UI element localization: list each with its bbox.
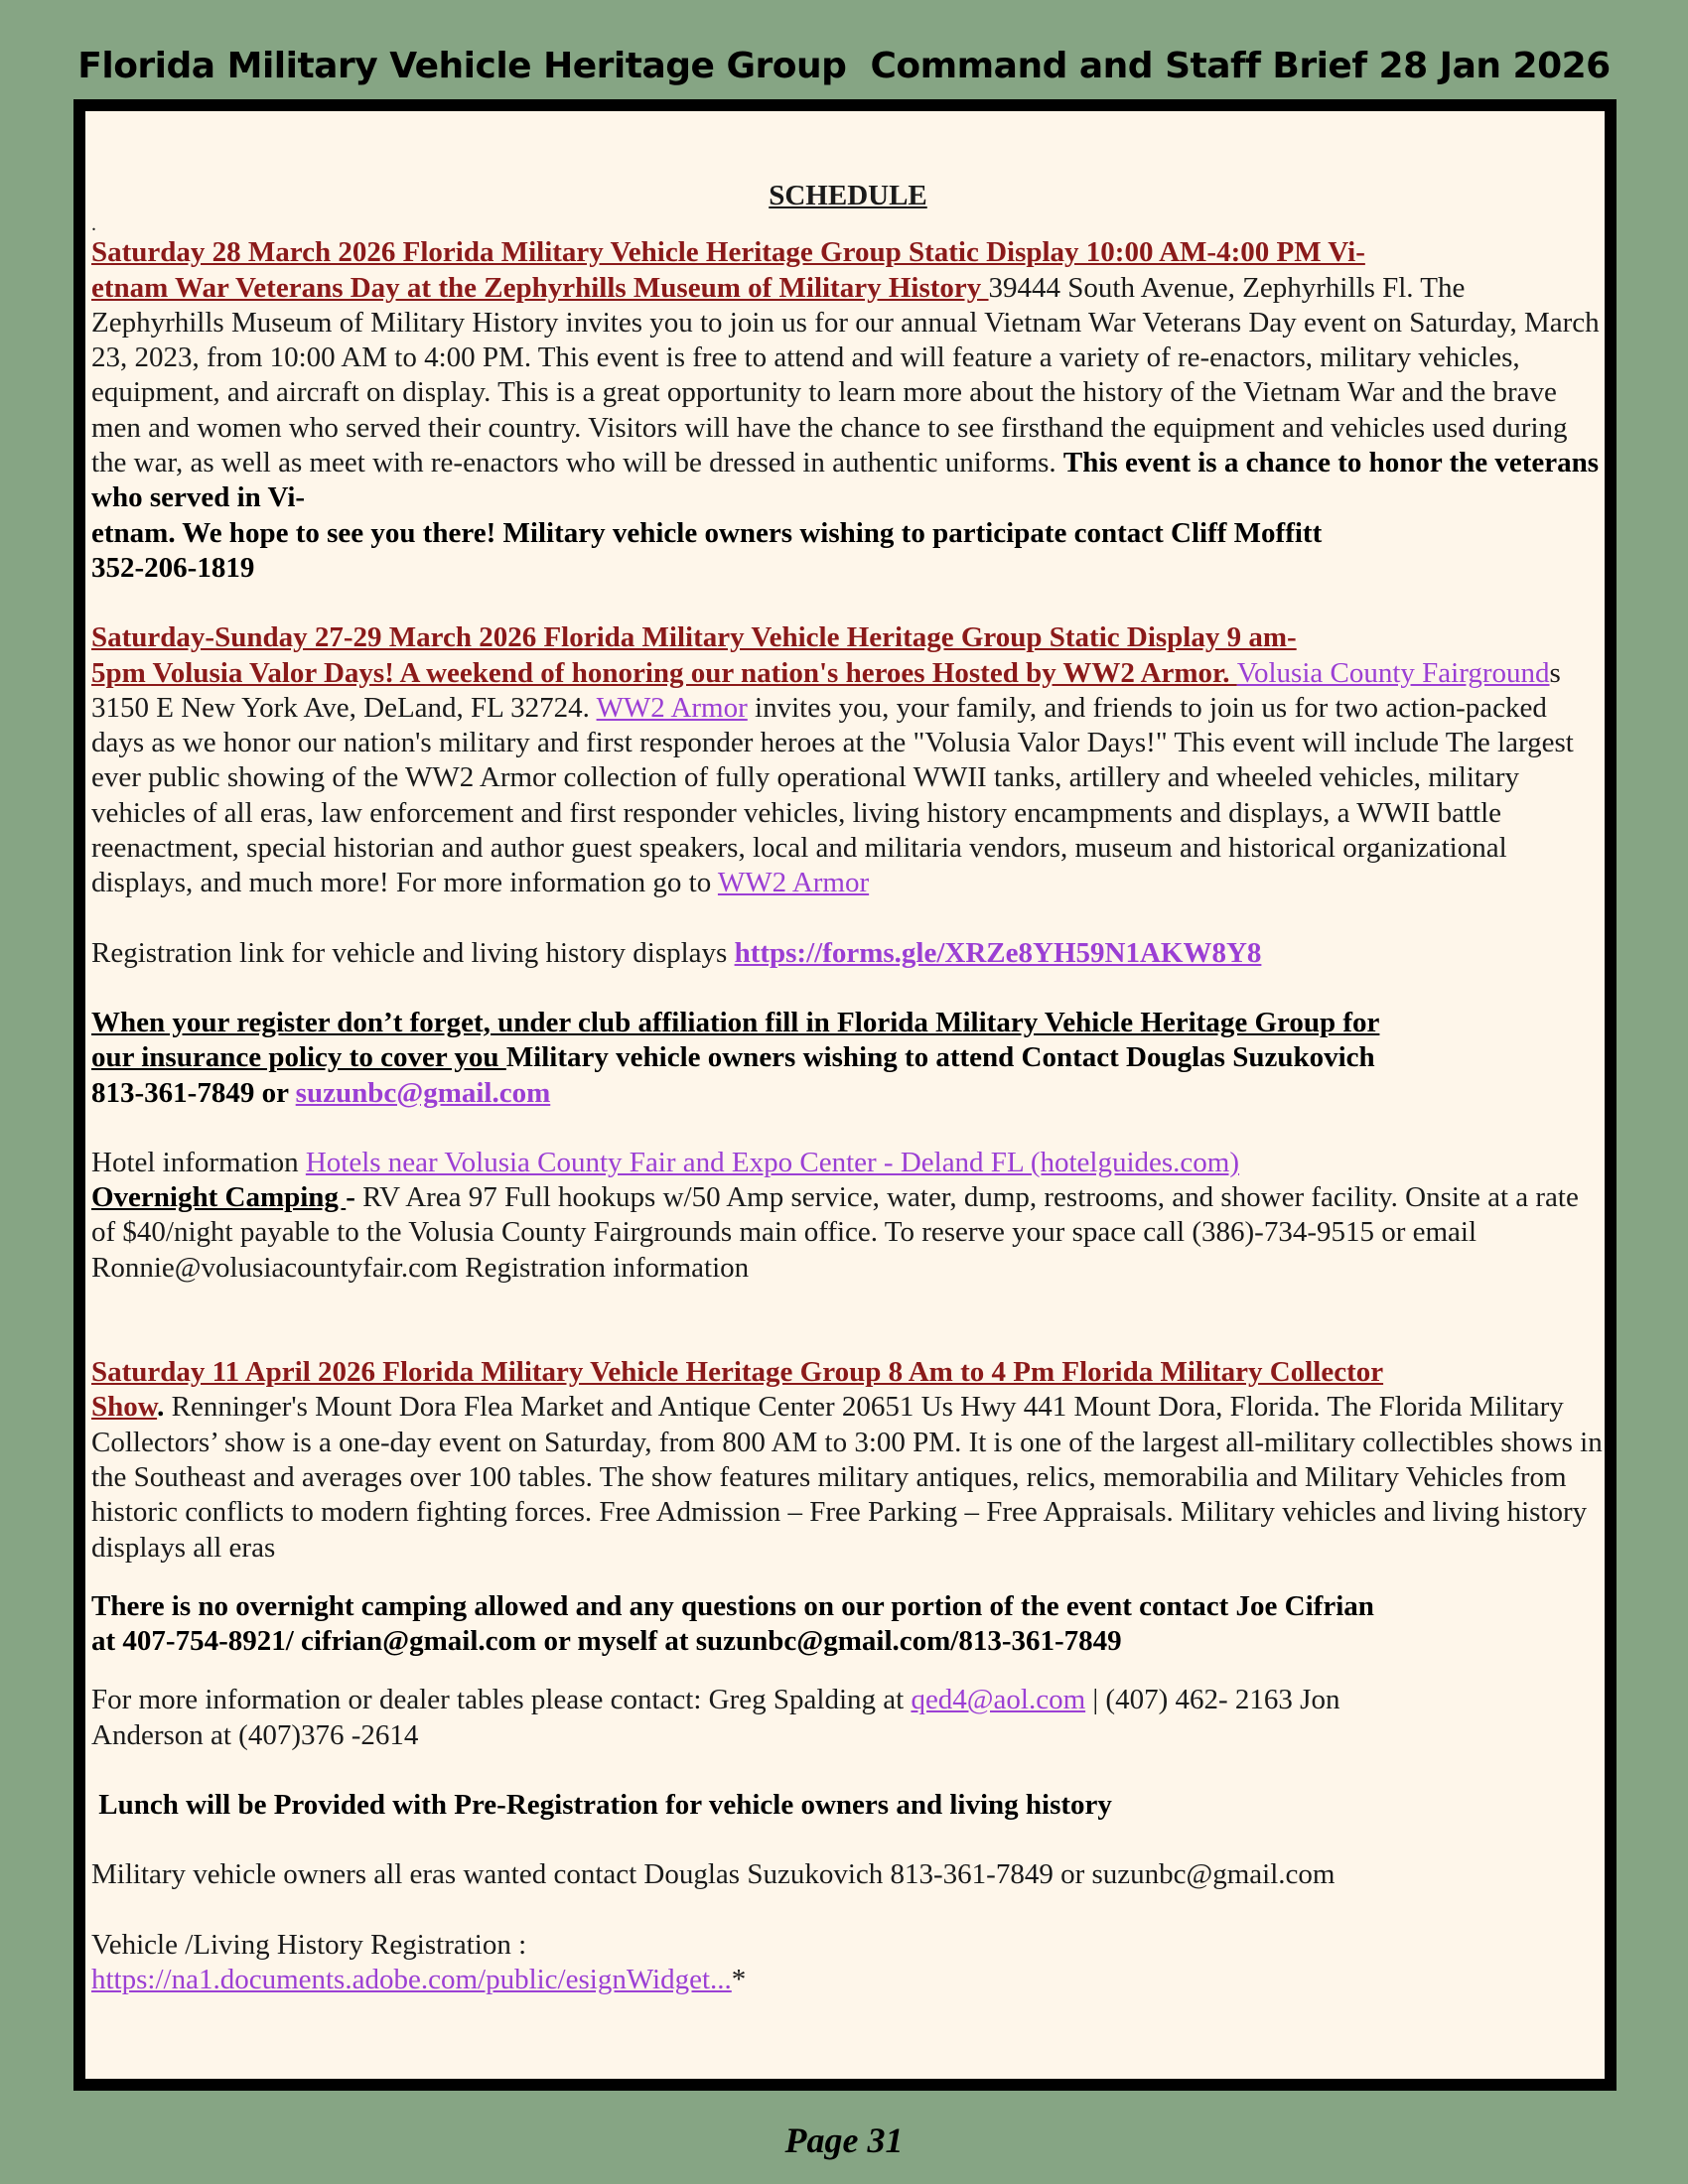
event-1-description: 39444 South Avenue, Zephyrhills Fl. The Zephyrhills Museum of Military History invites you to join us for our annual Vietnam War Veterans Day event on Saturday, March 23, 2023, from 10:00 AM to 4:00 PM. This event is free to attend and will feature a variety of re-enactors, military vehicles, equipment, and aircraft on display. This is a great opportunity to learn more about the history of the Vietnam War and the brave men and women who served their country. Visitors will have the chance to see firsthand the equipment and vehicles used during the war, as well as meet with re-enactors who will be dressed in authentic uniforms. bbox=[91, 271, 1600, 479]
spacer bbox=[91, 1286, 1605, 1355]
camping-dash: - bbox=[346, 1181, 355, 1214]
adobe-esign-link[interactable]: https://na1.documents.adobe.com/public/esignWidget... bbox=[91, 1963, 732, 1995]
vehicle-registration-asterisk: * bbox=[731, 1963, 747, 1995]
spacer bbox=[91, 1566, 1605, 1589]
brief-header-title: Florida Military Vehicle Heritage Group Command and Staff Brief 28 Jan 2026 bbox=[77, 46, 1611, 86]
club-affiliation-note bbox=[91, 1006, 1605, 1111]
dealer-info bbox=[91, 1683, 1605, 1753]
ww2-armor-link[interactable]: WW2 Armor bbox=[596, 691, 748, 724]
event-1-bold-line-1: This event is a chance to honor the veterans who served in Vi- bbox=[91, 447, 1600, 514]
event-1-heading-line-2: etnam War Veterans Day at the Zephyrhills Museum of Military History bbox=[91, 271, 989, 304]
no-camping-line-2: at 407-754-8921/ cifrian@gmail.com or myself at suzunbc@gmail.com/813-361-7849 bbox=[91, 1625, 1122, 1658]
event-1-bold-line-2: etnam. We hope to see you there! Military vehicle owners wishing to participate contact Cliff Moffitt bbox=[91, 516, 1323, 549]
page-number: Page 31 bbox=[784, 2120, 904, 2160]
event-1-contact-phone: 352-206-1819 bbox=[91, 551, 255, 584]
registration-form-link[interactable]: https://forms.gle/XRZe8YH59N1AKW8Y8 bbox=[734, 936, 1262, 969]
spacer bbox=[91, 586, 1605, 620]
club-note-line-2: our insurance policy to cover you bbox=[91, 1041, 506, 1074]
event-3-block bbox=[91, 1355, 1605, 1566]
event-2-description: invites you, your family, and friends to join us for two action-packed days as we honor our nation's military and first responder heroes at the "Volusia Valor Days!" This event will include The largest ever public showing of the WW2 Armor collection of fully operational WWII tanks, artillery and wheeled vehicles, military vehicles of all eras, law enforcement and first responder vehicles, living history encampments and displays, a WWII battle reenactment, special historian and author guest speakers, local and militaria vendors, museum and historical organizational displays, and much more! For more information go to bbox=[91, 691, 1574, 899]
event-2-heading-line-1: Saturday-Sunday 27-29 March 2026 Florida Military Vehicle Heritage Group Static Display 9 am- bbox=[91, 621, 1297, 654]
spacer bbox=[91, 1823, 1605, 1857]
event-2-address: s 3150 E New York Ave, DeLand, FL 32724. bbox=[91, 656, 1561, 724]
event-2-heading-line-2: 5pm Volusia Valor Days! A weekend of honoring our nation's heroes Hosted by WW2 Armor. bbox=[91, 656, 1237, 689]
event-2-block bbox=[91, 620, 1605, 900]
spacer bbox=[91, 901, 1605, 936]
spacer bbox=[91, 1659, 1605, 1683]
schedule-content bbox=[91, 179, 1605, 1997]
registration-label: Registration link for vehicle and living history displays bbox=[91, 936, 735, 969]
qed4-email-link[interactable]: qed4@aol.com bbox=[911, 1684, 1086, 1716]
club-note-phone: 813-361-7849 or bbox=[91, 1076, 296, 1109]
club-note-line-1: When your register don’t forget, under club affiliation fill in Florida Military Vehicle Heritage Group for bbox=[91, 1006, 1380, 1038]
event-3-description: Renninger's Mount Dora Flea Market and Antique Center 20651 Us Hwy 441 Mount Dora, Florida. The Florida Military Collectors’ show is a one-day event on Saturday, from 800 AM to 3:00 PM. It is one of the largest all-military collectibles shows in the Southeast and averages over 100 tables. The show features military antiques, relics, memorabilia and Military Vehicles from historic conflicts to modern fighting forces. Free Admission – Free Parking – Free Appraisals. Military vehicles and living history displays all eras bbox=[91, 1391, 1603, 1564]
event-3-heading-period: . bbox=[157, 1391, 165, 1424]
hotel-guides-link[interactable]: Hotels near Volusia County Fair and Expo Center - Deland FL (hotelguides.com) bbox=[305, 1146, 1240, 1178]
hotel-line bbox=[91, 1146, 1605, 1180]
event-1-heading-line-1: Saturday 28 March 2026 Florida Military Vehicle Heritage Group Static Display 10:00 AM-4:00 PM Vi- bbox=[91, 236, 1365, 269]
lunch-notice: Lunch will be Provided with Pre-Registration for vehicle owners and living history bbox=[91, 1788, 1112, 1821]
hotel-label: Hotel information bbox=[91, 1146, 306, 1178]
club-note-contact: Military vehicle owners wishing to attend Contact Douglas Suzukovich bbox=[505, 1041, 1375, 1074]
event-3-heading-line-1: Saturday 11 April 2026 Florida Military Vehicle Heritage Group 8 Am to 4 Pm Florida Military Collector bbox=[91, 1356, 1384, 1389]
spacer bbox=[91, 971, 1605, 1006]
volusia-fairground-link[interactable]: Volusia County Fairground bbox=[1236, 656, 1550, 689]
dealer-info-line-2: Anderson at (407)376 -2614 bbox=[91, 1718, 419, 1751]
no-camping-line-1: There is no overnight camping allowed and any questions on our portion of the event contact Joe Cifrian bbox=[91, 1589, 1374, 1622]
dealer-info-text: For more information or dealer tables please contact: Greg Spalding at bbox=[91, 1684, 912, 1716]
vehicle-registration bbox=[91, 1928, 1605, 1998]
ww2-armor-link-2[interactable]: WW2 Armor bbox=[717, 867, 870, 899]
camping-block bbox=[91, 1180, 1605, 1286]
schedule-title: SCHEDULE bbox=[769, 180, 927, 211]
owners-wanted: Military vehicle owners all eras wanted contact Douglas Suzukovich 813-361-7849 or suzunbc@gmail.com bbox=[91, 1858, 1336, 1891]
no-camping-notice bbox=[91, 1589, 1605, 1660]
spacer bbox=[91, 1893, 1605, 1928]
spacer bbox=[91, 1111, 1605, 1146]
vehicle-registration-label: Vehicle /Living History Registration : bbox=[91, 1928, 527, 1961]
camping-description: RV Area 97 Full hookups w/50 Amp service, water, dump, restrooms, and shower facility. Onsite at a rate of $40/night payable to the Volusia County Fairgrounds main office. To reserve your space call (386)-734-9515 or email Ronnie@volusiacountyfair.com Registration information bbox=[91, 1181, 1579, 1284]
event-3-heading-line-2: Show bbox=[91, 1391, 158, 1424]
dealer-info-phone: | (407) 462- 2163 Jon bbox=[1085, 1684, 1340, 1716]
spacer bbox=[91, 1753, 1605, 1788]
overnight-camping-label: Overnight Camping bbox=[91, 1181, 347, 1214]
event-1-block bbox=[91, 235, 1605, 586]
schedule-dot: . bbox=[91, 213, 96, 236]
suzunbc-email-link[interactable]: suzunbc@gmail.com bbox=[295, 1076, 551, 1109]
registration-line bbox=[91, 936, 1605, 971]
